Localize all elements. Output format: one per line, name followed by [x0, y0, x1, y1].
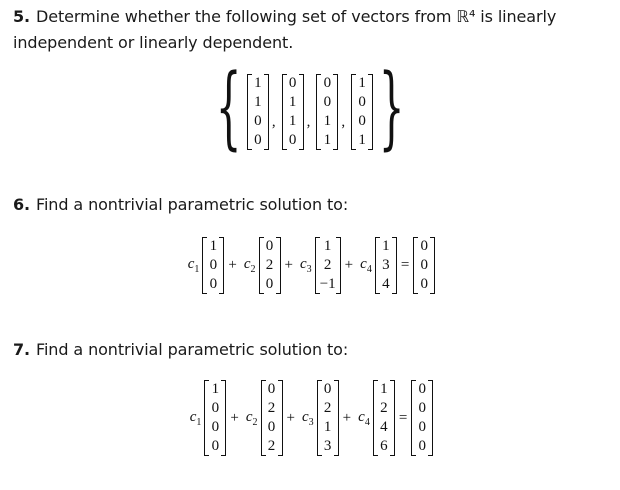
entry: 0 — [323, 94, 332, 110]
plus-sign: + — [230, 409, 239, 426]
coefficient-c2: $c_2$ — [245, 408, 258, 428]
entry: 0 — [323, 75, 332, 91]
comma: , — [341, 113, 346, 130]
equals-sign: = — [400, 257, 410, 273]
entry: 2 — [265, 257, 274, 273]
entry: 1 — [323, 238, 332, 254]
entry: 0 — [288, 132, 297, 148]
problem-6-equation — [0, 237, 620, 294]
vector-4 — [351, 74, 373, 150]
problem-7-text: Find a nontrivial parametric solution to: — [36, 340, 349, 359]
entry: 0 — [211, 400, 220, 416]
entry: 1 — [382, 238, 390, 254]
entry: 1 — [211, 381, 220, 397]
entry: 0 — [254, 113, 262, 129]
plus-sign: + — [286, 409, 295, 426]
entry: 0 — [358, 94, 366, 110]
entry: 0 — [418, 438, 427, 454]
problem-7-equation — [0, 380, 620, 456]
plus-sign: + — [284, 257, 293, 273]
problem-5-text-line2: independent or linearly dependent. — [13, 33, 294, 52]
entry: 2 — [380, 400, 388, 416]
entry: 1 — [358, 132, 366, 148]
vector-3 — [317, 380, 339, 456]
vector-2 — [261, 380, 283, 456]
entry: 6 — [380, 438, 388, 454]
entry: 0 — [420, 276, 429, 292]
coefficient-c3: $c_3$ — [302, 408, 314, 428]
entry: 3 — [323, 438, 332, 454]
coefficient-c1: $c_1$ — [187, 256, 200, 275]
plus-sign: + — [344, 257, 354, 273]
coefficient-c2: $c_2$ — [243, 256, 256, 275]
comma: , — [306, 113, 311, 130]
vector-4 — [375, 237, 397, 294]
coefficient-c1: $c_1$ — [189, 408, 202, 428]
entry: 0 — [211, 419, 220, 435]
entry: 0 — [254, 132, 262, 148]
entry: 2 — [323, 400, 332, 416]
vector-1 — [202, 237, 224, 294]
entry: 0 — [265, 238, 274, 254]
entry: 0 — [209, 276, 218, 292]
coefficient-c3: $c_3$ — [300, 256, 312, 275]
entry: −1 — [319, 276, 336, 292]
plus-sign: + — [228, 257, 237, 273]
entry: 0 — [265, 276, 274, 292]
right-brace: } — [378, 55, 405, 160]
vector-2 — [259, 237, 281, 294]
vector-3 — [315, 237, 341, 294]
problem-6 — [13, 192, 603, 218]
entry: 1 — [288, 113, 297, 129]
entry: 1 — [254, 94, 262, 110]
problem-7 — [13, 337, 603, 363]
entry: 0 — [211, 438, 220, 454]
equals-sign: = — [398, 409, 408, 426]
entry: 0 — [358, 113, 366, 129]
entry: 1 — [380, 381, 388, 397]
entry: 0 — [288, 75, 297, 91]
vector-2 — [282, 74, 304, 150]
problem-7-number: 7. — [13, 340, 31, 359]
problem-6-text: Find a nontrivial parametric solution to: — [36, 195, 349, 214]
entry: 2 — [267, 438, 276, 454]
problem-5-vector-set — [0, 55, 620, 160]
entry: 1 — [323, 132, 332, 148]
entry: 0 — [420, 238, 429, 254]
entry: 1 — [323, 113, 332, 129]
problem-5-line1 — [13, 4, 603, 30]
vector-4 — [373, 380, 395, 456]
entry: 0 — [267, 381, 276, 397]
problem-5-number: 5. — [13, 7, 31, 26]
entry: 2 — [267, 400, 276, 416]
vector-1 — [204, 380, 226, 456]
vector-1 — [247, 74, 269, 150]
left-brace: { — [215, 55, 242, 160]
entry: 1 — [358, 75, 366, 91]
plus-sign: + — [342, 409, 352, 426]
vector-3 — [316, 74, 338, 150]
problem-6-number: 6. — [13, 195, 31, 214]
entry: 1 — [288, 94, 297, 110]
entry: 2 — [323, 257, 332, 273]
coefficient-c4: $c_4$ — [358, 408, 370, 428]
coefficient-c4: $c_4$ — [360, 256, 372, 275]
entry: 0 — [209, 257, 218, 273]
entry: 0 — [420, 257, 429, 273]
entry: 1 — [209, 238, 218, 254]
comma: , — [271, 113, 276, 130]
entry: 0 — [418, 381, 427, 397]
problem-5 — [13, 4, 603, 56]
problem-5-text-line1: Determine whether the following set of vectors from ℝ⁴ is linearly — [36, 7, 557, 26]
entry: 0 — [418, 419, 427, 435]
entry: 0 — [267, 419, 276, 435]
zero-vector — [411, 380, 433, 456]
entry: 0 — [418, 400, 427, 416]
entry: 4 — [382, 276, 390, 292]
entry: 1 — [323, 419, 332, 435]
entry: 1 — [254, 75, 262, 91]
entry: 4 — [380, 419, 388, 435]
entry: 0 — [323, 381, 332, 397]
zero-vector — [413, 237, 435, 294]
entry: 3 — [382, 257, 390, 273]
